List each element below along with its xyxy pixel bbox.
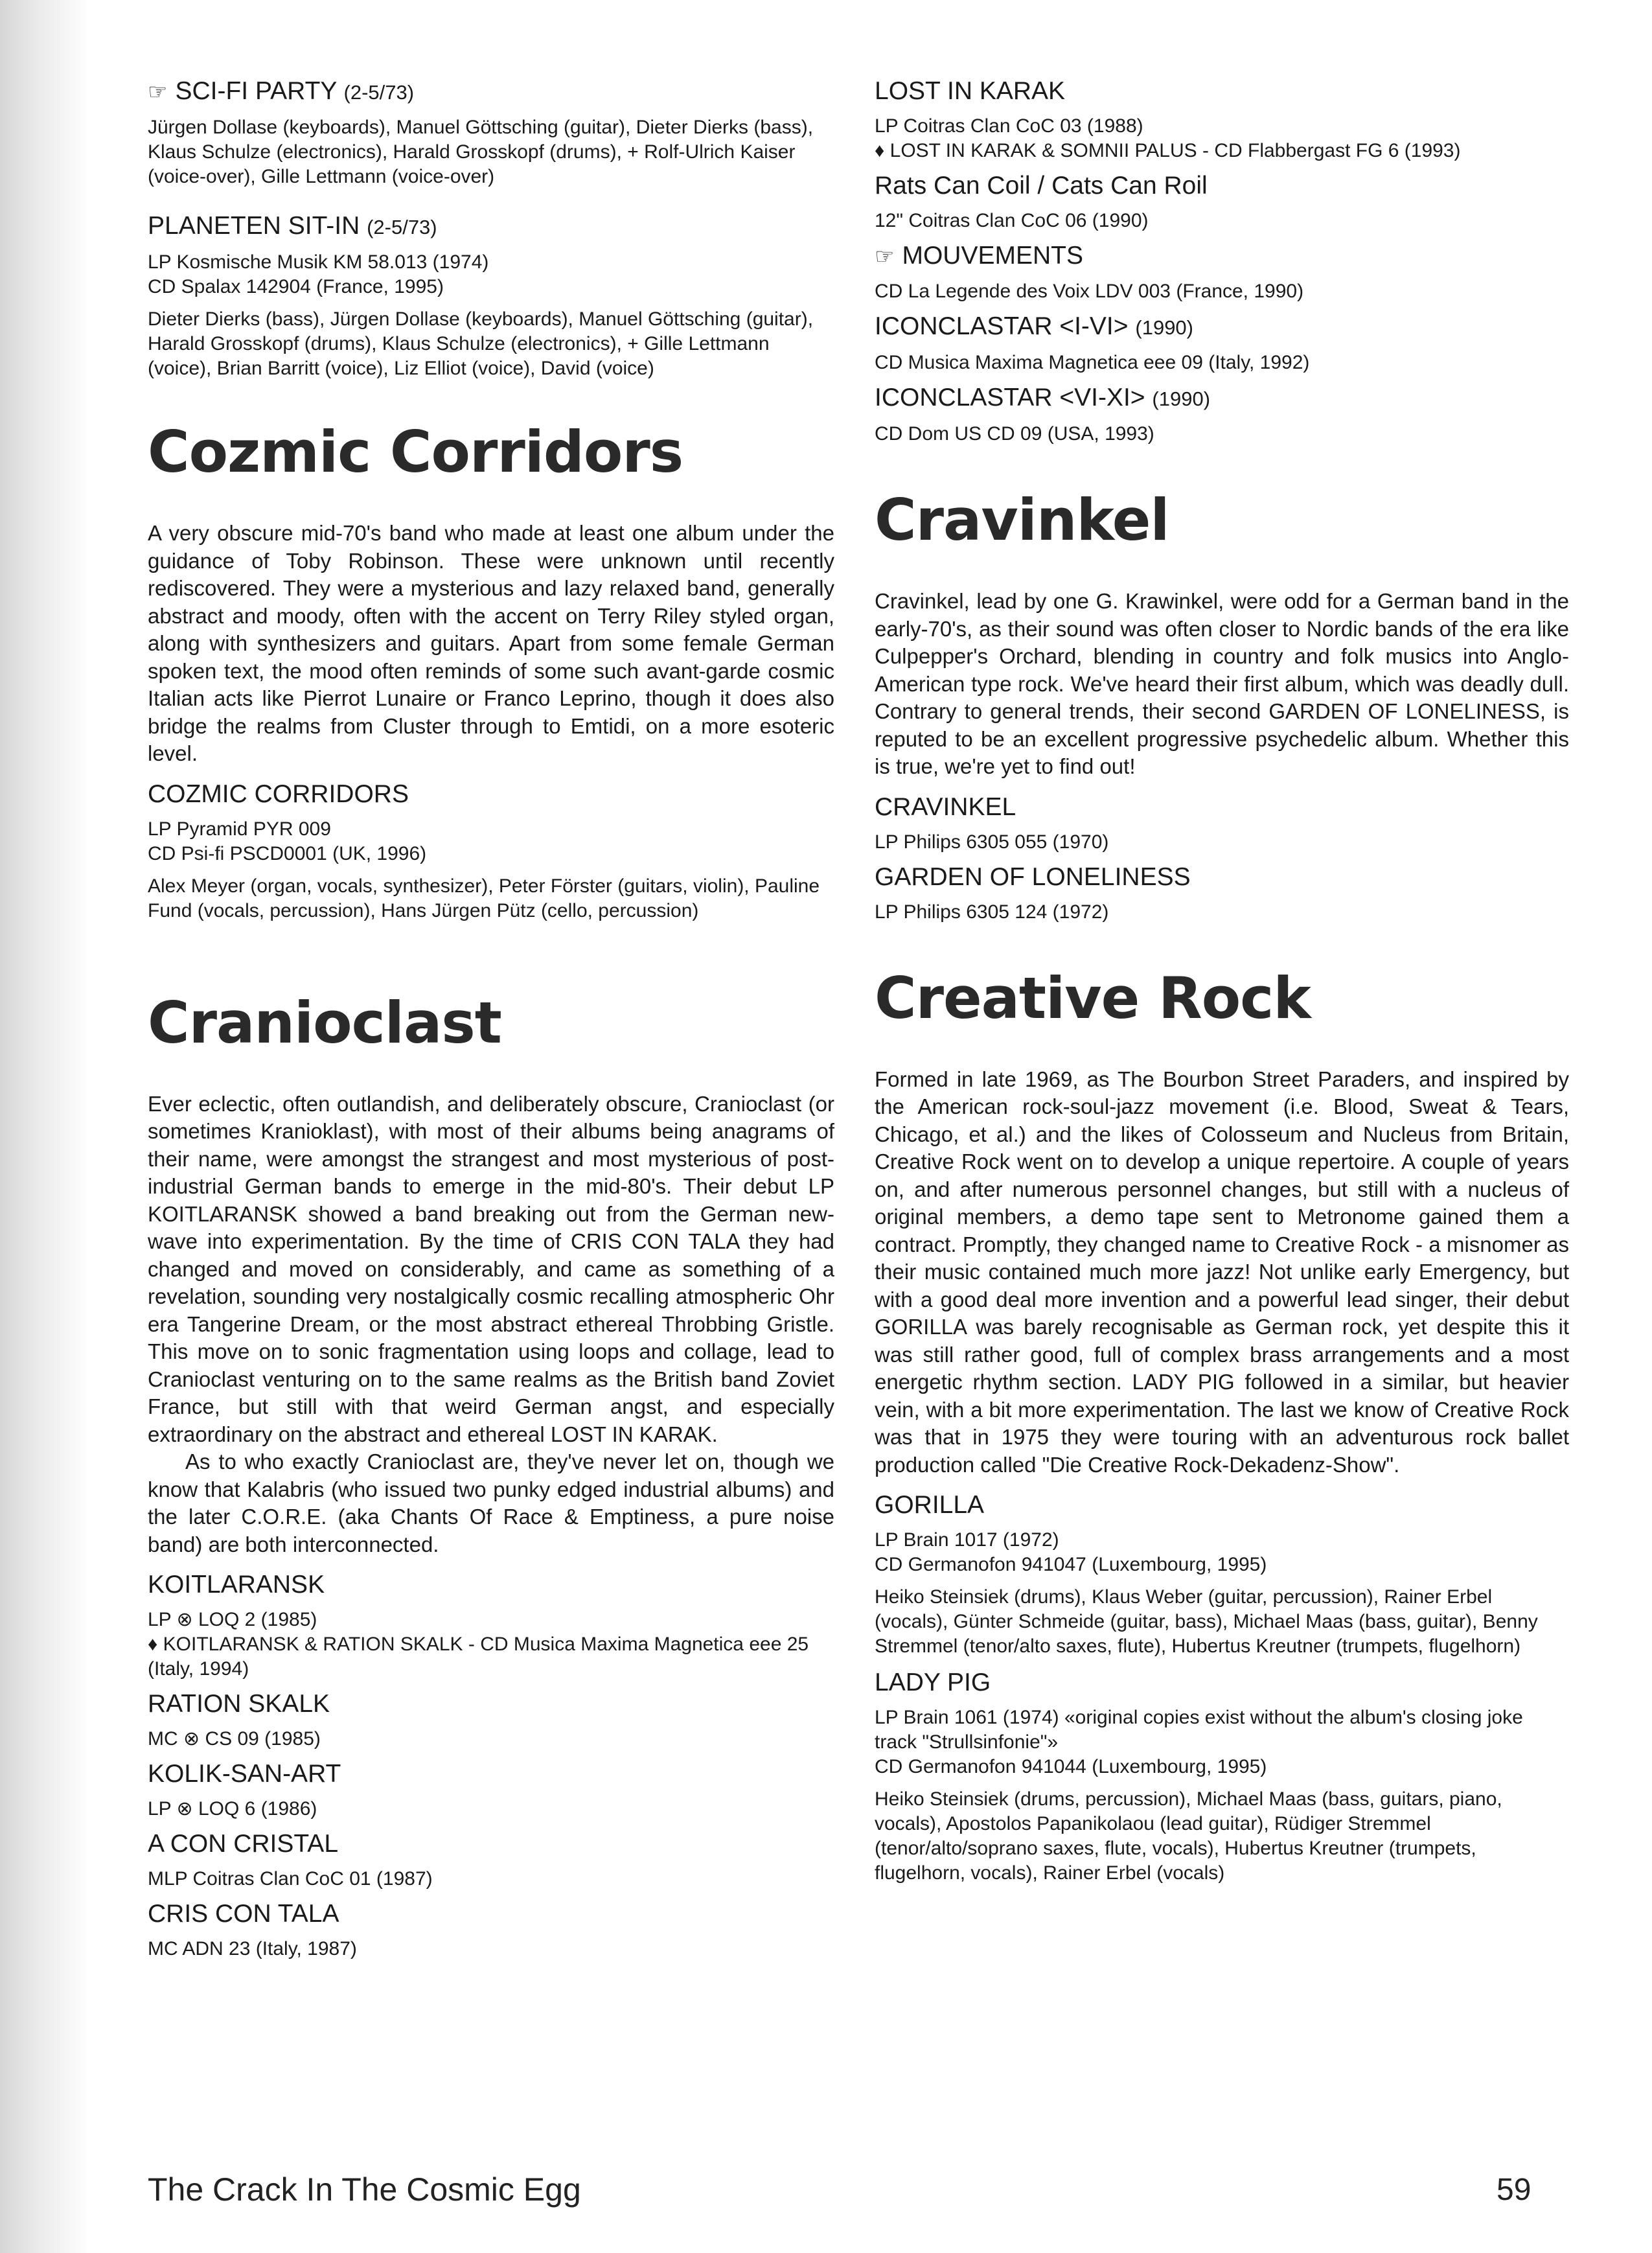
- release-line: CD Psi-fi PSCD0001 (UK, 1996): [148, 842, 427, 864]
- album-title-planeten-sit-in: PLANETEN SIT-IN (2-5/73): [148, 212, 437, 240]
- release-line: LP Philips 6305 055 (1970): [875, 831, 1109, 853]
- album-title-mouvements: ☞ MOUVEMENTS: [875, 242, 1083, 270]
- release-line: MC ADN 23 (Italy, 1987): [148, 1938, 357, 1959]
- album-title-gorilla: GORILLA: [875, 1491, 985, 1519]
- release-line: LP ⊗ LOQ 6 (1986): [148, 1798, 317, 1820]
- album-title-iconclastar-vi-xi: ICONCLASTAR <VI-XI> (1990): [875, 384, 1211, 411]
- album-title-koitlaransk: KOITLARANSK: [148, 1571, 325, 1599]
- release-line: LP ⊗ LOQ 2 (1985): [148, 1609, 317, 1630]
- release-line: MLP Coitras Clan CoC 01 (1987): [148, 1868, 433, 1889]
- release-line: CD La Legende des Voix LDV 003 (France, 1990): [875, 281, 1304, 302]
- left-column: [148, 76, 834, 1961]
- release-line: CD Germanofon 941044 (Luxembourg, 1995): [875, 1756, 1267, 1777]
- album-title-ration-skalk: RATION SKALK: [148, 1690, 330, 1718]
- musicians-sci-fi-party: Jürgen Dollase (keyboards), Manuel Göttsching (guitar), Dieter Dierks (bass), Klaus Schulze (electronics), Harald Grosskopf (drums), + Rolf-Ulrich Kaiser (voice-over), Gille Lettmann (voice-over): [148, 117, 814, 187]
- band-description: Cravinkel, lead by one G. Krawinkel, were odd for a German band in the early-70's, as their sound was often closer to Nordic bands of the era like Culpepper's Orchard, blending in country and folk musics into Anglo-American type rock. We've heard their first album, which was deadly dull. Contrary to general trends, their second GARDEN OF LONELINESS, is reputed to be an excellent progressive psychedelic album. Whether this is true, we're yet to find out!: [875, 589, 1569, 778]
- release-line: MC ⊗ CS 09 (1985): [148, 1728, 321, 1750]
- release-line: CD Dom US CD 09 (USA, 1993): [875, 423, 1154, 445]
- band-description: Ever eclectic, often outlandish, and deliberately obscure, Cranioclast (or sometimes Kranioklast), with most of their albums being anagrams of their name, were amongst the strangest and most mysterious of post-industrial German bands to emerge in the mid-80's. Their debut LP KOITLARANSK showed a band breaking out from the German new-wave into experimentation. By the time of CRIS CON TALA they had changed and moved on considerably, and came as something of a revelation, sounding very nostalgically cosmic recalling atmospheric Ohr era Tangerine Dream, or the most abstract ethereal Throbbing Gristle. This move on to sonic fragmentation using loops and collage, lead to Cranioclast venturing on to the same realms as the British band Zoviet France, but still with that weird German angst, and especially extraordinary on the abstract and ethereal LOST IN KARAK.: [148, 1091, 834, 1446]
- release-line: LP Brain 1061 (1974) «original copies exist without the album's closing joke track "Strullsinfonie"»: [875, 1707, 1523, 1753]
- release-line: LP Pyramid PYR 009: [148, 818, 331, 840]
- band-heading-creative-rock: Creative Rock: [875, 964, 1311, 1032]
- album-title-kolik-san-art: KOLIK-SAN-ART: [148, 1760, 341, 1788]
- album-title-cozmic-corridors: COZMIC CORRIDORS: [148, 780, 409, 808]
- band-heading-cranioclast: Cranioclast: [148, 989, 501, 1056]
- album-title-iconclastar-i-vi: ICONCLASTAR <I-VI> (1990): [875, 312, 1193, 340]
- release-line: ♦ LOST IN KARAK & SOMNII PALUS - CD Flabbergast FG 6 (1993): [875, 140, 1461, 161]
- release-line: LP Coitras Clan CoC 03 (1988): [875, 115, 1143, 137]
- album-title-lost-in-karak: LOST IN KARAK: [875, 77, 1066, 105]
- album-title-lady-pig: LADY PIG: [875, 1669, 991, 1696]
- right-column: [875, 76, 1569, 1908]
- album-title-sci-fi-party: ☞ SCI-FI PARTY (2-5/73): [148, 77, 415, 105]
- release-line: 12" Coitras Clan CoC 06 (1990): [875, 210, 1149, 231]
- musicians-cozmic-corridors: Alex Meyer (organ, vocals, synthesizer), Peter Förster (guitars, violin), Pauline Fund (vocals, percussion), Hans Jürgen Pütz (cello, percussion): [148, 875, 820, 921]
- band-description: A very obscure mid-70's band who made at least one album under the guidance of Toby Robinson. These were unknown until recently rediscovered. They were a mysterious and lazy relaxed band, generally abstract and moody, often with the accent on Terry Riley styled organ, along with synthesizers and guitars. Apart from some female German spoken text, the mood often reminds of some such avant-garde cosmic Italian acts like Pierrot Lunaire or Franco Leprino, though it does also bridge the realms from Cluster through to Emtidi, on a more esoteric level.: [148, 521, 834, 765]
- band-description: As to who exactly Cranioclast are, they've never let on, though we know that Kalabris (who issued two punky edged industrial albums) and the later C.O.R.E. (aka Chants Of Race & Emptiness, a pure noise band) are both interconnected.: [148, 1450, 834, 1556]
- pointing-hand-icon: ☞: [875, 244, 895, 269]
- release-line: LP Brain 1017 (1972): [875, 1529, 1059, 1551]
- band-heading-cozmic-corridors: Cozmic Corridors: [148, 419, 683, 485]
- footer-book-title: The Crack In The Cosmic Egg: [148, 2171, 581, 2208]
- album-title-a-con-cristal: A CON CRISTAL: [148, 1830, 339, 1858]
- musicians-gorilla: Heiko Steinsiek (drums), Klaus Weber (guitar, percussion), Rainer Erbel (vocals), Günter Schmeide (guitar, bass), Michael Maas (bass, guitar), Benny Stremmel (tenor/alto saxes, flute), Hubertus Kreutner (trumpets, flugelhorn): [875, 1586, 1538, 1657]
- album-title-rats-can-coil: Rats Can Coil / Cats Can Roil: [875, 172, 1208, 200]
- release-line: LP Philips 6305 124 (1972): [875, 901, 1109, 923]
- band-description: Formed in late 1969, as The Bourbon Street Paraders, and inspired by the American rock-soul-jazz movement (i.e. Blood, Sweat & Tears, Chicago, et al.) and the likes of Colosseum and Nucleus from Britain, Creative Rock went on to develop a unique repertoire. A couple of years on, and after numerous personnel changes, but still with a nucleus of original members, a demo tape sent to Metronome gained them a contract. Promptly, they changed name to Creative Rock - a misnomer as their music contained much more jazz! Not unlike early Emergency, but with a good deal more invention and a powerful lead singer, their debut GORILLA was barely recognisable as German rock, yet despite this it was still rather good, full of complex brass arrangements and a most energetic rhythm section. LADY PIG followed in a similar, but heavier vein, with a bit more experimentation. The last we know of Creative Rock was that in 1975 they were touring with an adventurous rock ballet production called "Die Creative Rock-Dekadenz-Show".: [875, 1067, 1569, 1477]
- release-line: CD Germanofon 941047 (Luxembourg, 1995): [875, 1554, 1267, 1575]
- release-line: CD Musica Maxima Magnetica eee 09 (Italy, 1992): [875, 352, 1310, 373]
- release-line: LP Kosmische Musik KM 58.013 (1974): [148, 251, 489, 273]
- page-number: 59: [1497, 2173, 1532, 2207]
- album-title-cris-con-tala: CRIS CON TALA: [148, 1900, 339, 1928]
- page-gutter-shadow: [0, 0, 91, 2253]
- album-title-garden-of-loneliness: GARDEN OF LONELINESS: [875, 862, 1191, 891]
- musicians-planeten-sit-in: Dieter Dierks (bass), Jürgen Dollase (keyboards), Manuel Göttsching (guitar), Harald Grosskopf (drums), Klaus Schulze (electronics), + Gille Lettmann (voice), Brian Barritt (voice), Liz Elliot (voice), David (voice): [148, 308, 814, 379]
- album-title-cravinkel: CRAVINKEL: [875, 792, 1016, 821]
- musicians-lady-pig: Heiko Steinsiek (drums, percussion), Michael Maas (bass, guitars, piano, vocals), Apostolos Papanikolaou (lead guitar), Rüdiger Stremmel (tenor/alto/soprano saxes, flute, vocals), Hubertus Kreutner (trumpets, flugelhorn, vocals), Rainer Erbel (vocals): [875, 1788, 1502, 1884]
- release-line: CD Spalax 142904 (France, 1995): [148, 276, 444, 297]
- release-line: ♦ KOITLARANSK & RATION SKALK - CD Musica Maxima Magnetica eee 25 (Italy, 1994): [148, 1634, 809, 1680]
- pointing-hand-icon: ☞: [148, 80, 168, 104]
- band-heading-cravinkel: Cravinkel: [875, 487, 1169, 553]
